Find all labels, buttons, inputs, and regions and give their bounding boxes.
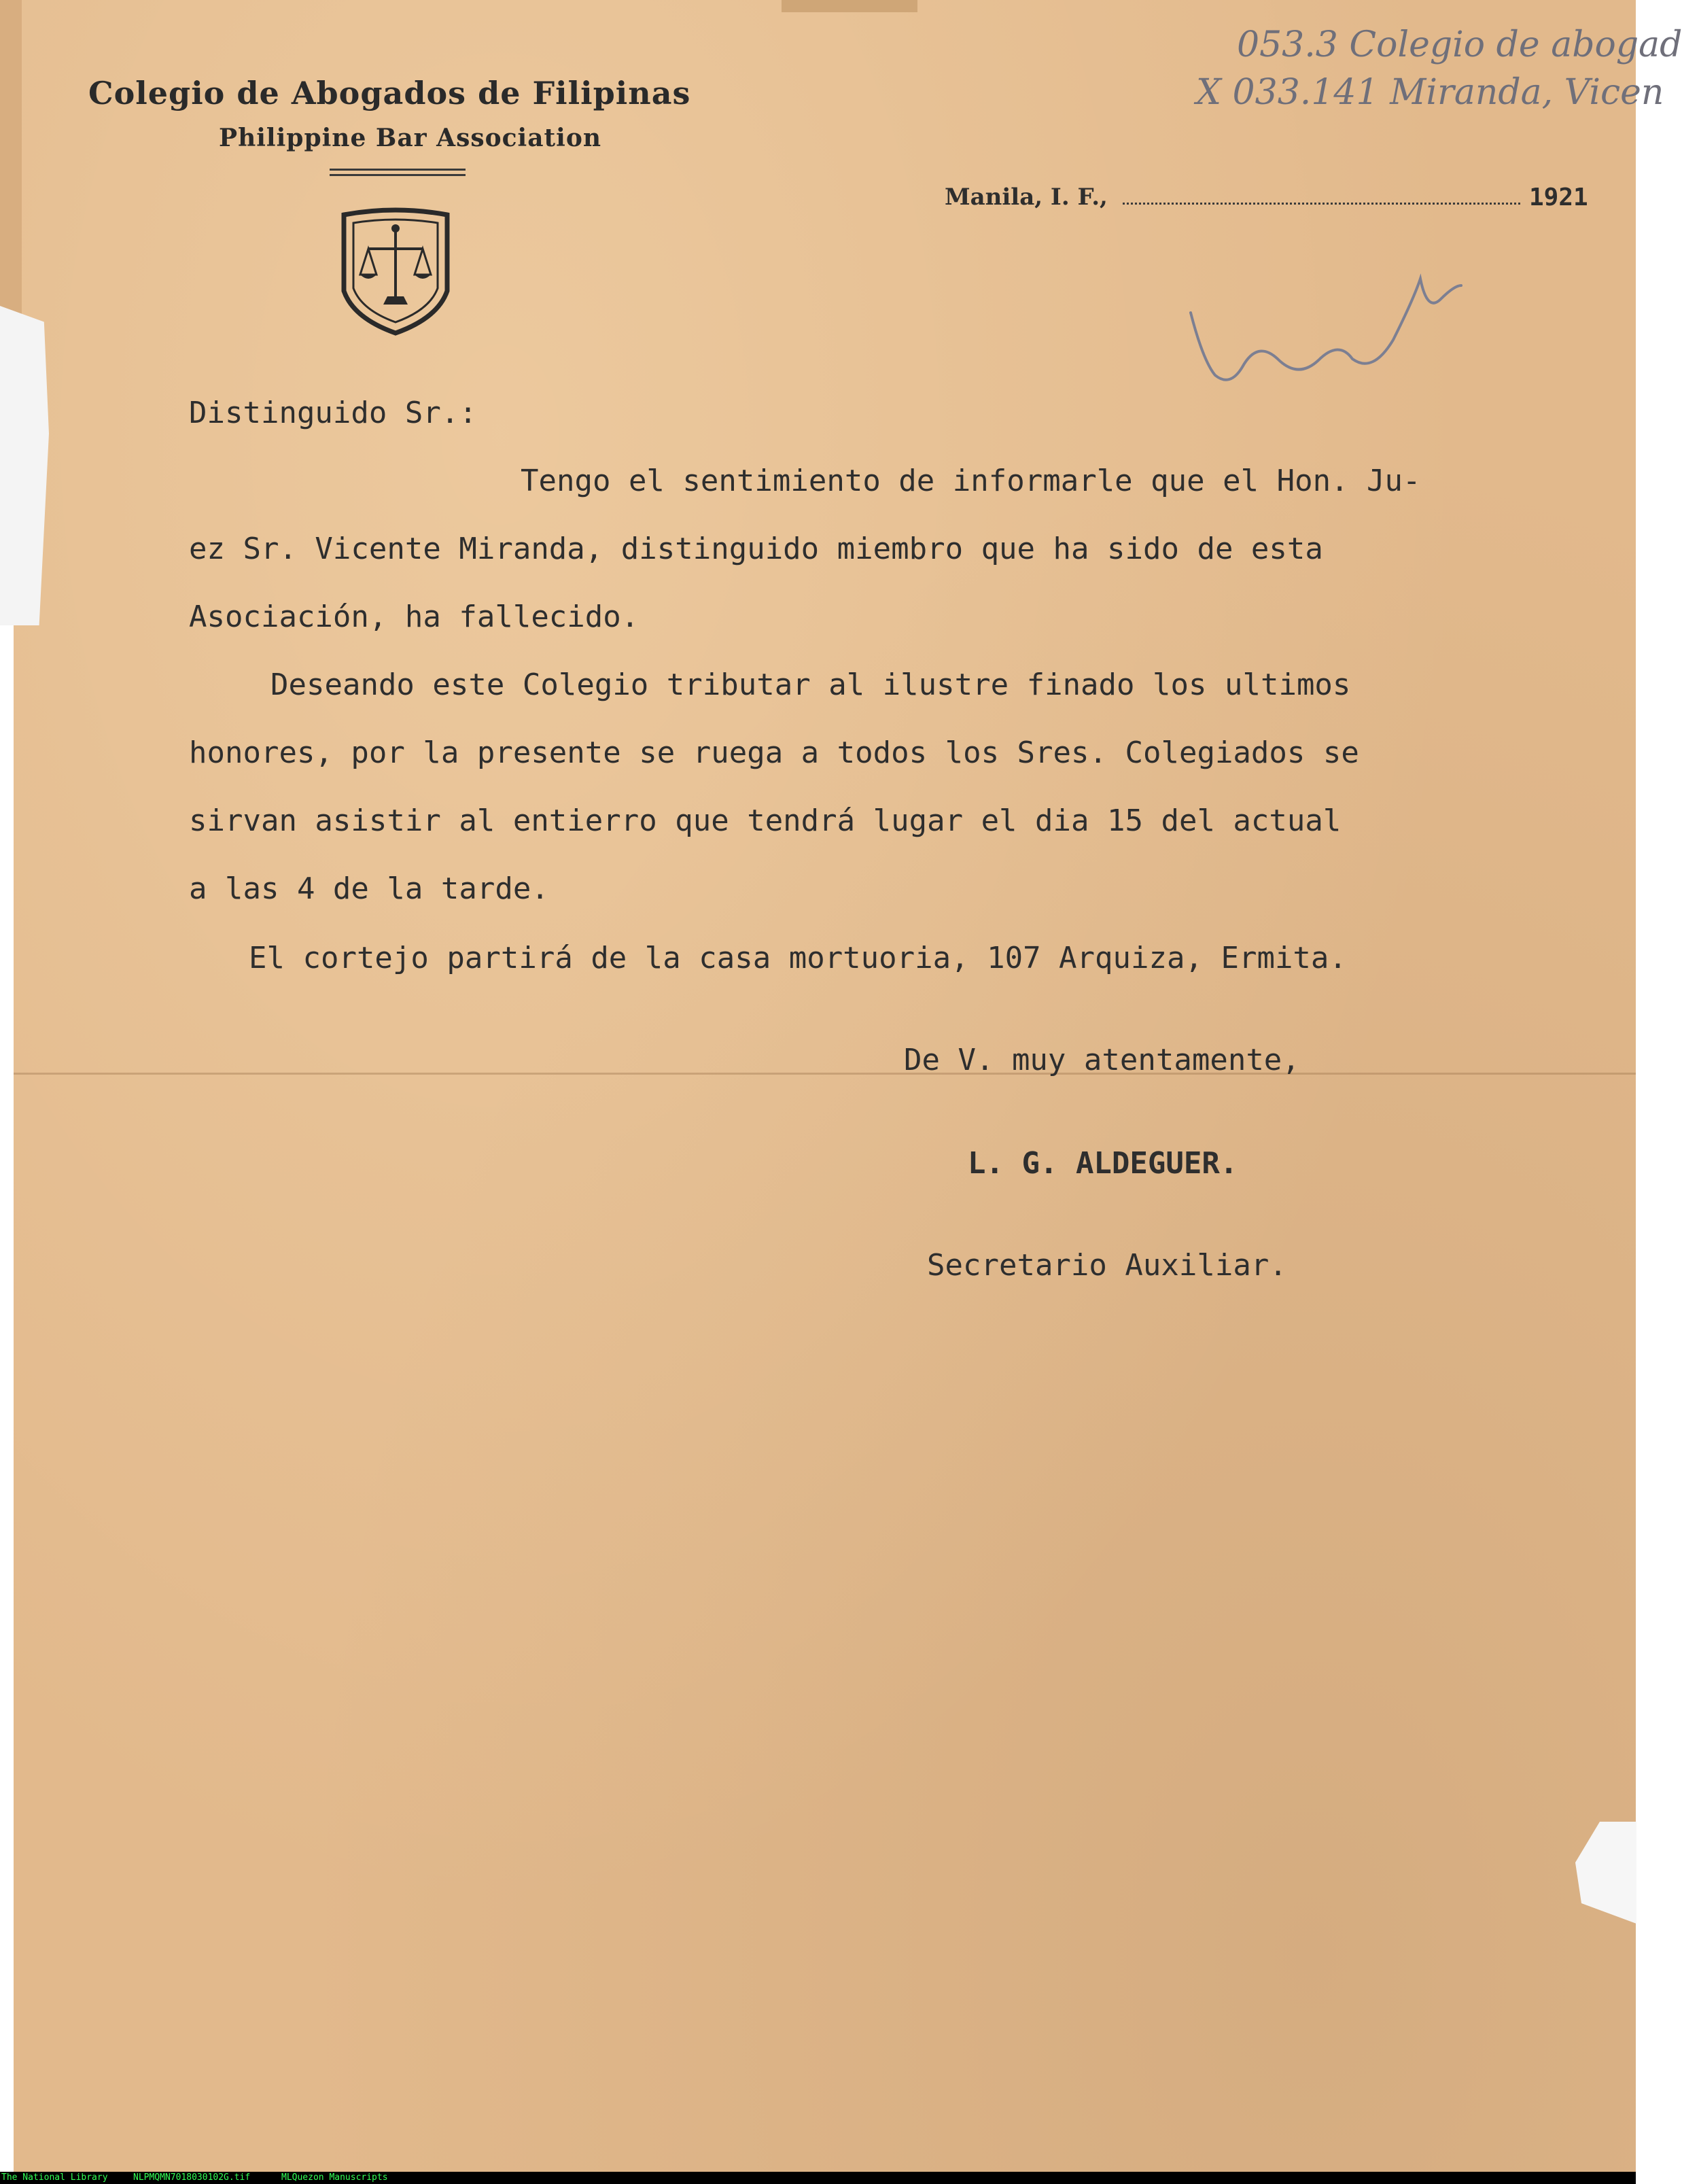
letterhead-rule xyxy=(330,169,466,171)
body-line: ez Sr. Vicente Miranda, distinguido miembro que ha sido de esta xyxy=(189,532,1323,566)
body-line: El cortejo partirá de la casa mortuoria, 107 Arquiza, Ermita. xyxy=(249,941,1347,975)
archive-footer-bar xyxy=(0,2172,1636,2184)
signer-title: Secretario Auxiliar. xyxy=(927,1248,1287,1283)
pencil-scribble xyxy=(1182,258,1468,394)
footer-institution: The National Library xyxy=(1,2172,108,2183)
dateline-year: 1921 xyxy=(1529,184,1588,211)
scales-of-justice-icon xyxy=(336,209,455,339)
fold-crease xyxy=(14,1073,1636,1075)
body-line: a las 4 de la tarde. xyxy=(189,871,549,906)
paper-stain xyxy=(782,0,917,12)
signer-name: L. G. ALDEGUER. xyxy=(968,1146,1238,1181)
body-line: Tengo el sentimiento de informarle que el Hon. Ju- xyxy=(521,464,1421,498)
body-line: sirvan asistir al entierro que tendrá lugar el dia 15 del actual xyxy=(189,803,1342,838)
letterhead-spanish-name: Colegio de Abogados de Filipinas xyxy=(88,75,691,111)
letter-closing: De V. muy atentamente, xyxy=(904,1043,1300,1077)
body-line: Deseando este Colegio tributar al ilustre finado los ultimos xyxy=(270,668,1351,702)
handwritten-annotation: 053.3 Colegio de abogad xyxy=(1237,24,1682,65)
date-blank-line xyxy=(1123,203,1520,205)
footer-filename: NLPMQMN7018030102G.tif xyxy=(133,2172,251,2183)
body-line: honores, por la presente se ruega a todos los Sres. Colegiados se xyxy=(189,735,1359,770)
handwritten-annotation: X 033.141 Miranda, Vicen xyxy=(1196,72,1664,113)
letter-salutation: Distinguido Sr.: xyxy=(189,396,477,430)
footer-collection: MLQuezon Manuscripts xyxy=(281,2172,388,2183)
letterhead-english-name: Philippine Bar Association xyxy=(219,124,602,152)
letterhead-rule xyxy=(330,174,466,176)
dateline-place: Manila, I. F., xyxy=(945,184,1108,211)
body-line: Asociación, ha fallecido. xyxy=(189,600,639,634)
